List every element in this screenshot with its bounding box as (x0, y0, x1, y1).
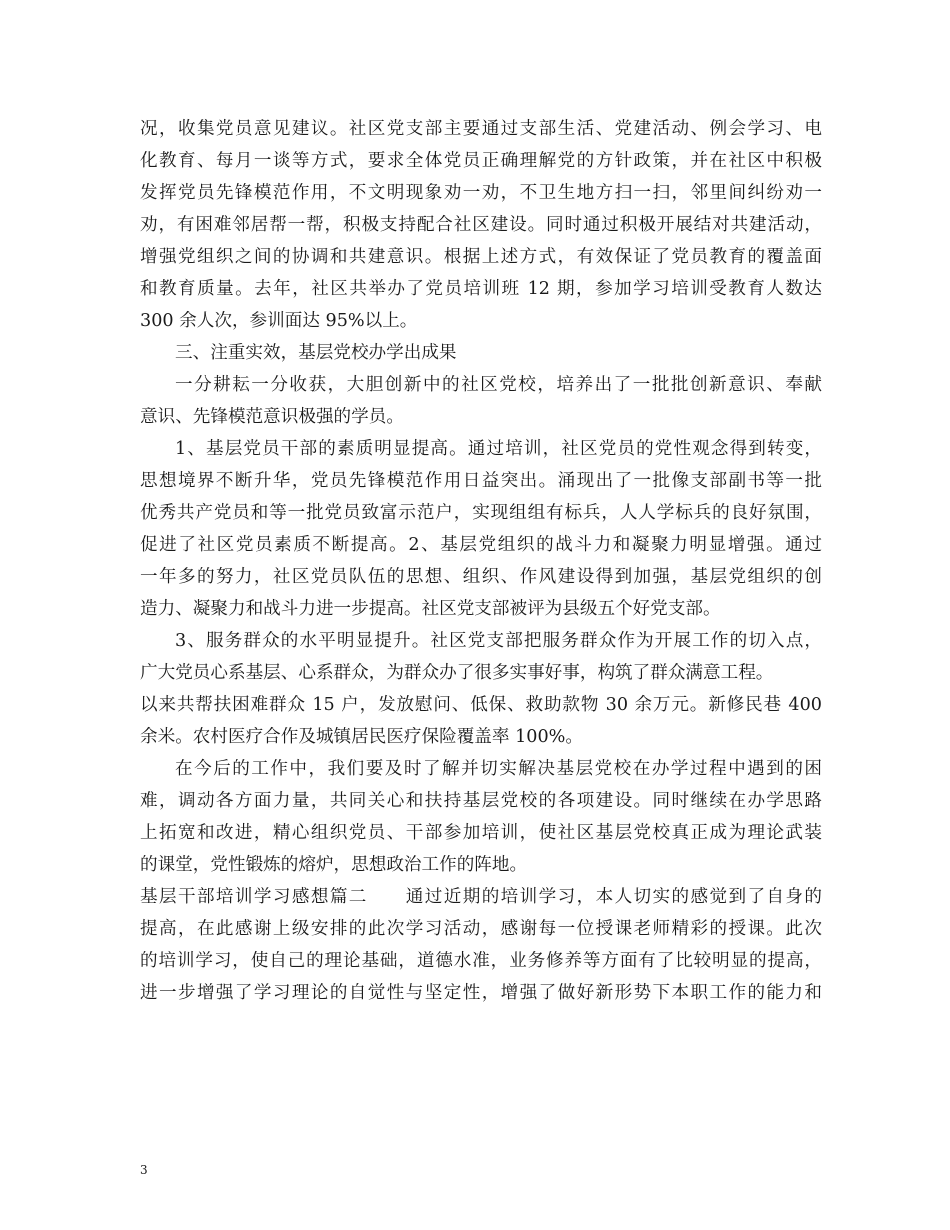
text-line: 化教育、每月一谈等方式，要求全体党员正确理解党的方针政策，并在社区中积极 (140, 151, 822, 171)
text-line: 发挥党员先锋模范作用，不文明现象劝一劝，不卫生地方扫一扫，邻里间纠纷劝一 (140, 183, 822, 203)
text-line: 1、基层党员干部的素质明显提高。通过培训，社区党员的党性观念得到转变， (175, 439, 822, 459)
text-line: 以来共帮扶困难群众 15 户，发放慰问、低保、救助款物 30 余万元。新修民巷 400 (140, 695, 822, 715)
document-body (140, 113, 822, 1009)
section-heading: 三、注重实效，基层党校办学出成果 (175, 343, 457, 363)
text-line: 的培训学习，使自己的理论基础，道德水准，业务修养等方面有了比较明显的提高， (140, 951, 822, 971)
text-line: 3、服务群众的水平明显提升。社区党支部把服务群众作为开展工作的切入点， (175, 631, 822, 651)
text-line: 提高，在此感谢上级安排的此次学习活动，感谢每一位授课老师精彩的授课。此次 (140, 919, 822, 939)
text-line: 余米。农村医疗合作及城镇居民医疗保险覆盖率 100%。 (140, 727, 583, 747)
page-number: 3 (140, 1163, 148, 1177)
text-line: 基层干部培训学习感想篇二 通过近期的培训学习，本人切实的感觉到了自身的 (140, 887, 822, 907)
text-line: 和教育质量。去年，社区共举办了党员培训班 12 期，参加学习培训受教育人数达 (140, 279, 822, 299)
text-line: 一年多的努力，社区党员队伍的思想、组织、作风建设得到加强，基层党组织的创 (140, 567, 822, 587)
text-line: 广大党员心系基层、心系群众，为群众办了很多实事好事，构筑了群众满意工程。 (140, 663, 774, 683)
text-line: 造力、凝聚力和战斗力进一步提高。社区党支部被评为县级五个好党支部。 (140, 599, 721, 619)
text-line: 劝，有困难邻居帮一帮，积极支持配合社区建设。同时通过积极开展结对共建活动， (140, 215, 822, 235)
text-line: 进一步增强了学习理论的自觉性与坚定性，增强了做好新形势下本职工作的能力和 (140, 983, 822, 1003)
text-line: 在今后的工作中，我们要及时了解并切实解决基层党校在办学过程中遇到的困 (175, 759, 822, 779)
text-line: 促进了社区党员素质不断提高。2、基层党组织的战斗力和凝聚力明显增强。通过 (140, 535, 822, 555)
text-line: 意识、先锋模范意识极强的学员。 (140, 407, 404, 427)
text-line: 上拓宽和改进，精心组织党员、干部参加培训，使社区基层党校真正成为理论武装 (140, 823, 822, 843)
text-line: 的课堂，党性锻炼的熔炉，思想政治工作的阵地。 (140, 855, 528, 875)
text-line: 300 余人次，参训面达 95%以上。 (140, 311, 418, 331)
text-line: 优秀共产党员和等一批党员致富示范户，实现组组有标兵，人人学标兵的良好氛围， (140, 503, 822, 523)
text-line: 一分耕耘一分收获，大胆创新中的社区党校，培养出了一批批创新意识、奉献 (175, 375, 822, 395)
text-line: 思想境界不断升华，党员先锋模范作用日益突出。涌现出了一批像支部副书等一批 (140, 471, 822, 491)
text-line: 难，调动各方面力量，共同关心和扶持基层党校的各项建设。同时继续在办学思路 (140, 791, 822, 811)
text-line: 况，收集党员意见建议。社区党支部主要通过支部生活、党建活动、例会学习、电 (140, 119, 822, 139)
text-line: 增强党组织之间的协调和共建意识。根据上述方式，有效保证了党员教育的覆盖面 (140, 247, 822, 267)
